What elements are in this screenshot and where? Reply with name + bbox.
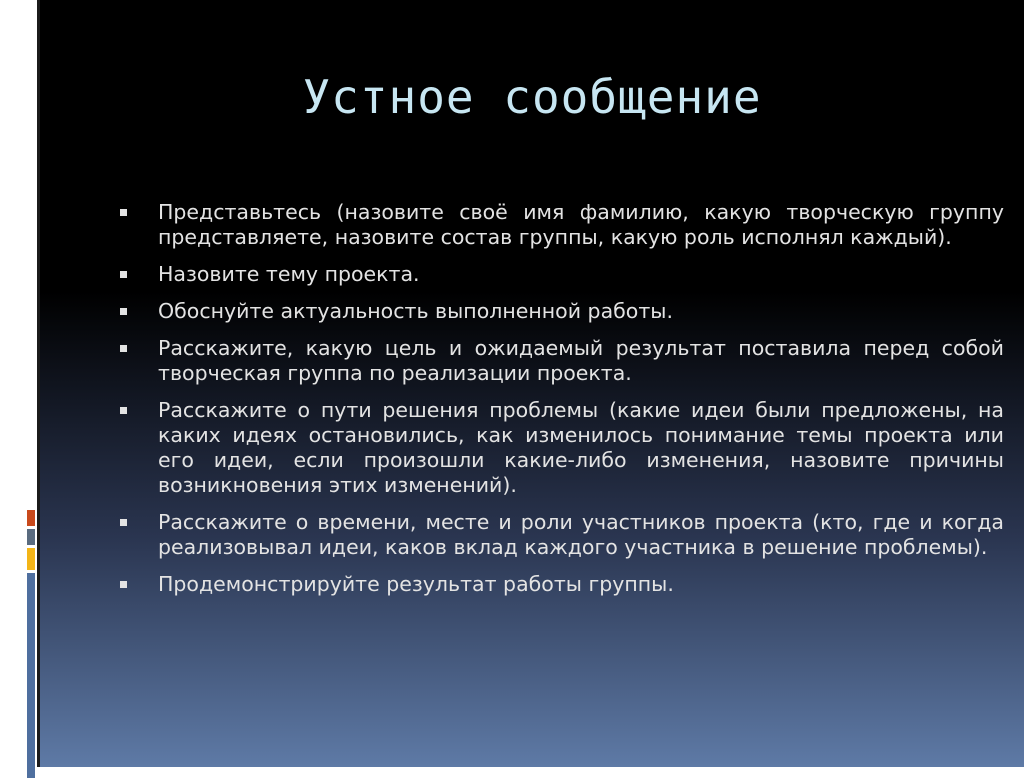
- accent-bar-orange: [27, 510, 35, 526]
- bullet-item: Расскажите, какую цель и ожидаемый результат поставила перед собой творческая группа по реализации проекта.: [118, 336, 1004, 386]
- accent-bars: [27, 510, 35, 778]
- slide: [40, 0, 1024, 767]
- bullet-item: Расскажите о времени, месте и роли участников проекта (кто, где и когда реализовывал идеи, каков вклад каждого участника в решение проблемы).: [118, 510, 1004, 560]
- accent-bar-yellow: [27, 548, 35, 570]
- bullet-item: Обоснуйте актуальность выполненной работы.: [118, 299, 1004, 324]
- bullet-item: Расскажите о пути решения проблемы (какие идеи были предложены, на каких идеях остановились, как изменилось понимание темы проекта или его идеи, если произошли какие-либо изменения, назовите причины возникновения этих изменений).: [118, 398, 1004, 498]
- bullet-list: [118, 200, 1004, 609]
- accent-bar-gray: [27, 529, 35, 545]
- slide-title: Устное сообщение: [302, 70, 762, 124]
- bullet-item: Продемонстрируйте результат работы группы.: [118, 572, 1004, 597]
- bullet-item: Представьтесь (назовите своё имя фамилию, какую творческую группу представляете, назовите состав группы, какую роль исполнял каждый).: [118, 200, 1004, 250]
- bullet-item: Назовите тему проекта.: [118, 262, 1004, 287]
- accent-bar-blue: [27, 573, 35, 778]
